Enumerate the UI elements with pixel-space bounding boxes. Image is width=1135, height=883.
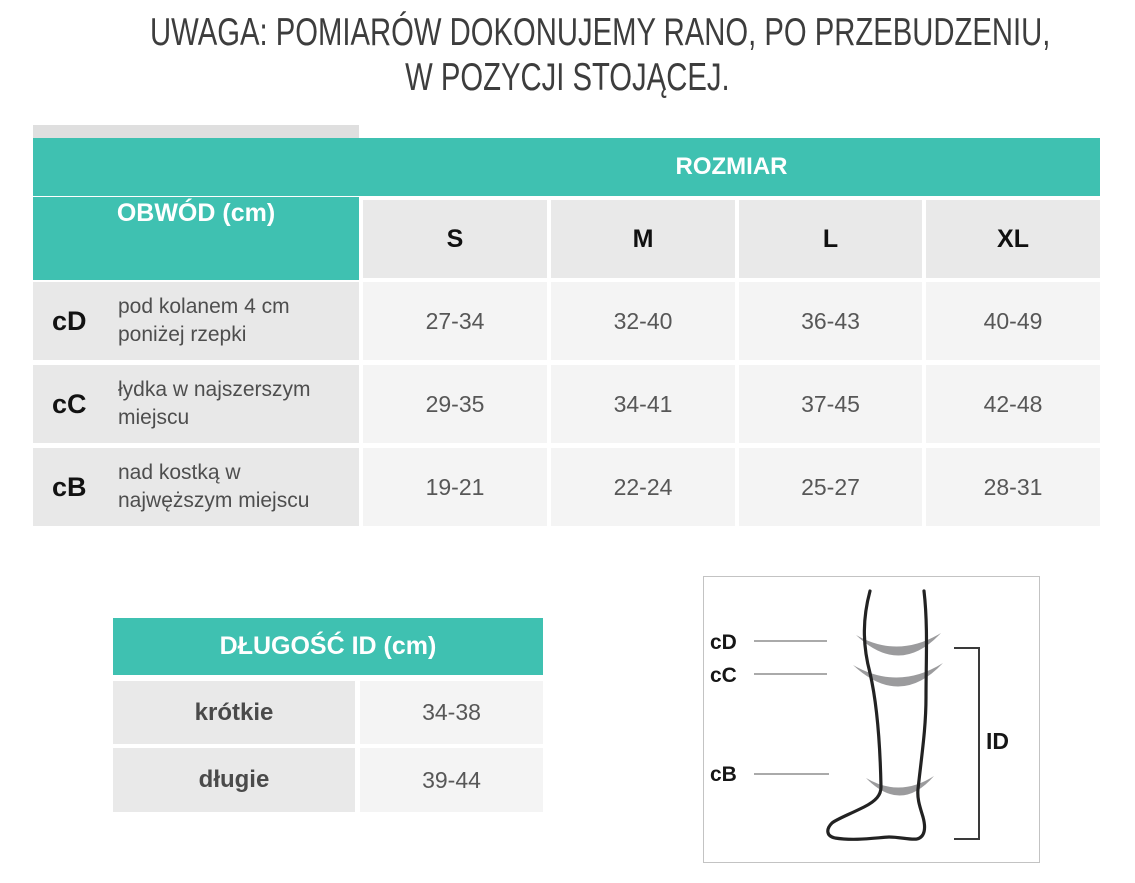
value-cc-s: 29-35 (363, 365, 547, 443)
row-symbol-cb: cB (52, 471, 87, 502)
diagram-label-id: ID (986, 728, 1009, 754)
value-cd-m: 32-40 (551, 282, 735, 360)
length-label-krotkie: krótkie (113, 681, 355, 744)
table-corner-cap (33, 125, 359, 138)
value-cb-xl: 28-31 (926, 448, 1100, 526)
row-label-cd (33, 282, 359, 360)
row-label-cb (33, 448, 359, 526)
value-cc-xl: 42-48 (926, 365, 1100, 443)
leg-illustration (704, 577, 1039, 862)
id-bracket (954, 648, 979, 839)
value-cb-m: 22-24 (551, 448, 735, 526)
row-symbol-cd: cD (52, 305, 87, 336)
band-cb (866, 776, 934, 796)
dlugosc-header: DŁUGOŚĆ ID (cm) (113, 618, 543, 675)
value-cd-l: 36-43 (739, 282, 922, 360)
leg-diagram (703, 576, 1040, 863)
col-header-s: S (363, 200, 547, 278)
row-description-cc: łydka w najszerszym miejscu (118, 378, 311, 429)
size-table (33, 138, 1100, 526)
value-cd-s: 27-34 (363, 282, 547, 360)
value-cc-l: 37-45 (739, 365, 922, 443)
row-symbol-cc: cC (52, 388, 87, 419)
diagram-label-cd: cD (710, 631, 737, 654)
rozmiar-header-band (33, 138, 1100, 196)
col-header-m: M (551, 200, 735, 278)
diagram-label-cb: cB (710, 763, 737, 786)
value-cb-l: 25-27 (739, 448, 922, 526)
length-value-dlugie: 39-44 (360, 748, 543, 812)
rozmiar-header: ROZMIAR (675, 153, 788, 180)
row-label-cc (33, 365, 359, 443)
band-cc (853, 663, 943, 687)
col-header-l: L (739, 200, 922, 278)
diagram-label-cc: cC (710, 664, 737, 687)
obwod-header: OBWÓD (cm) (33, 197, 359, 280)
length-label-dlugie: długie (113, 748, 355, 812)
length-value-krotkie: 34-38 (360, 681, 543, 744)
measurement-note (0, 10, 1135, 100)
value-cc-m: 34-41 (551, 365, 735, 443)
col-header-xl: XL (926, 200, 1100, 278)
length-table (113, 618, 543, 812)
row-description-cb: nad kostką w najwęższym miejscu (118, 461, 310, 512)
row-description-cd: pod kolanem 4 cm poniżej rzepki (118, 295, 290, 346)
note-line-1: UWAGA: POMIARÓW DOKONUJEMY RANO, PO PRZEBUDZENIU, (150, 11, 1051, 54)
note-line-2: W POZYCJI STOJĄCEJ. (405, 56, 730, 99)
band-cd (856, 633, 941, 656)
value-cb-s: 19-21 (363, 448, 547, 526)
value-cd-xl: 40-49 (926, 282, 1100, 360)
leg-outline (828, 591, 927, 839)
